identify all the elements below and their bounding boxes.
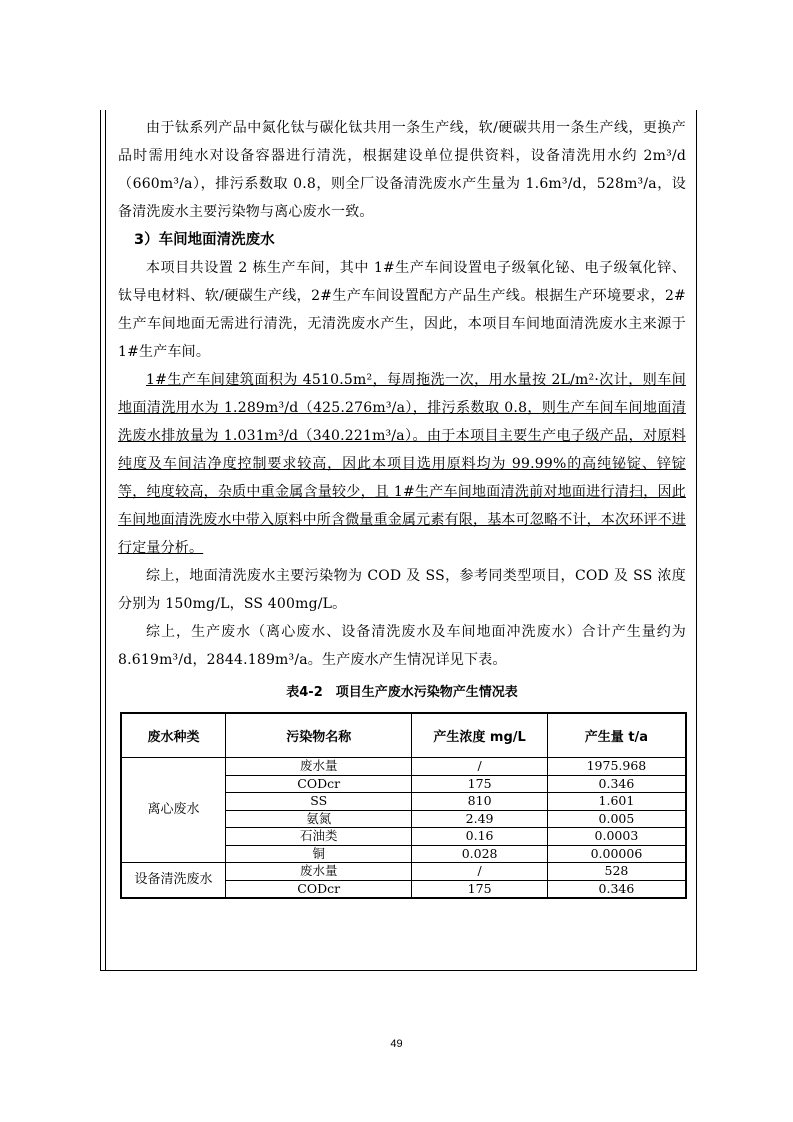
cell-amount: 0.346 [547,775,686,793]
group-cell-equipment-cleaning: 设备清洗废水 [121,863,226,899]
cell-amount: 1975.968 [547,758,686,776]
table-caption: 表4-2 项目生产废水污染物产生情况表 [286,685,518,700]
cell-pollutant: 废水量 [226,758,412,776]
cell-pollutant: 氨氮 [226,810,412,828]
cell-pollutant: SS [226,793,412,811]
table-row [121,863,686,881]
page-number: 49 [390,1038,403,1050]
group-cell-centrifugal: 离心废水 [121,758,226,863]
cell-concentration: 175 [412,775,548,793]
cell-pollutant: CODcr [226,775,412,793]
paragraph-workshops: 本项目共设置 2 栋生产车间，其中 1#生产车间设置电子级氧化铋、电子级氧化锌、钛导电材料、软/硬碳生产线，2#生产车间设置配方产品生产线。根据生产环境要求，2#生产车间地面无需进行清洗，无清洗废水产生，因此，本项目车间地面清洗废水主来源于 1#生产车间。 [118,260,686,360]
cell-concentration: 0.028 [412,845,548,863]
cell-amount: 0.0003 [547,828,686,846]
cell-amount: 0.346 [547,880,686,898]
cell-amount: 1.601 [547,793,686,811]
header-concentration: 产生浓度 mg/L [412,713,548,758]
cell-amount: 0.005 [547,810,686,828]
cell-concentration: / [412,758,548,776]
table-header-row [121,713,686,758]
cell-pollutant: 石油类 [226,828,412,846]
paragraph-equipment-cleaning: 由于钛系列产品中氮化钛与碳化钛共用一条生产线，软/硬碳共用一条生产线，更换产品时需用纯水对设备容器进行清洗，根据建设单位提供资料，设备清洗用水约 2m³/d（660m³/a），排污系数取 0.8，则全厂设备清洗废水产生量为 1.6m³/d，528m³/a，设备清洗废水主要污染物与离心废水一致。 [118,120,686,220]
cell-amount: 0.00006 [547,845,686,863]
paragraph-pollutants-summary: 综上，地面清洗废水主要污染物为 COD 及 SS，参考同类型项目，COD 及 SS 浓度分别为 150mg/L，SS 400mg/L。 [118,568,686,612]
table-row [121,758,686,776]
cell-pollutant: 铜 [226,845,412,863]
cell-concentration: / [412,863,548,881]
cell-pollutant: CODcr [226,880,412,898]
document-body [118,114,686,899]
cell-concentration: 2.49 [412,810,548,828]
frame-inner-line [105,110,106,970]
header-pollutant-name: 污染物名称 [226,713,412,758]
section-heading-floor-cleaning: 3）车间地面清洗废水 [134,232,275,248]
paragraph-floor-cleaning-calc: 1#生产车间建筑面积为 4510.5m²，每周拖洗一次，用水量按 2L/m²·次计，则车间地面清洗用水为 1.289m³/d（425.276m³/a），排污系数取 0.8，则生产车间车间地面清洗废水排放量为 1.031m³/d（340.221m³/a）。由于本项目主要生产电子级产品，对原料纯度及车间洁净度控制要求较高，因此本项目选用原料均为 99.99%的高纯铋锭、锌锭等，纯度较高，杂质中重金属含量较少，且 1#生产车间地面清洗前对地面进行清扫，因此车间地面清洗废水中带入原料中所含微量重金属元素有限，基本可忽略不计，本次环评不进行定量分析。 [118,372,686,556]
cell-concentration: 810 [412,793,548,811]
cell-concentration: 0.16 [412,828,548,846]
cell-concentration: 175 [412,880,548,898]
cell-pollutant: 废水量 [226,863,412,881]
wastewater-table [120,712,687,899]
cell-amount: 528 [547,863,686,881]
paragraph-total-wastewater: 综上，生产废水（离心废水、设备清洗废水及车间地面冲洗废水）合计产生量约为 8.619m³/d，2844.189m³/a。生产废水产生情况详见下表。 [118,624,686,668]
header-wastewater-type: 废水种类 [121,713,226,758]
header-amount: 产生量 t/a [547,713,686,758]
